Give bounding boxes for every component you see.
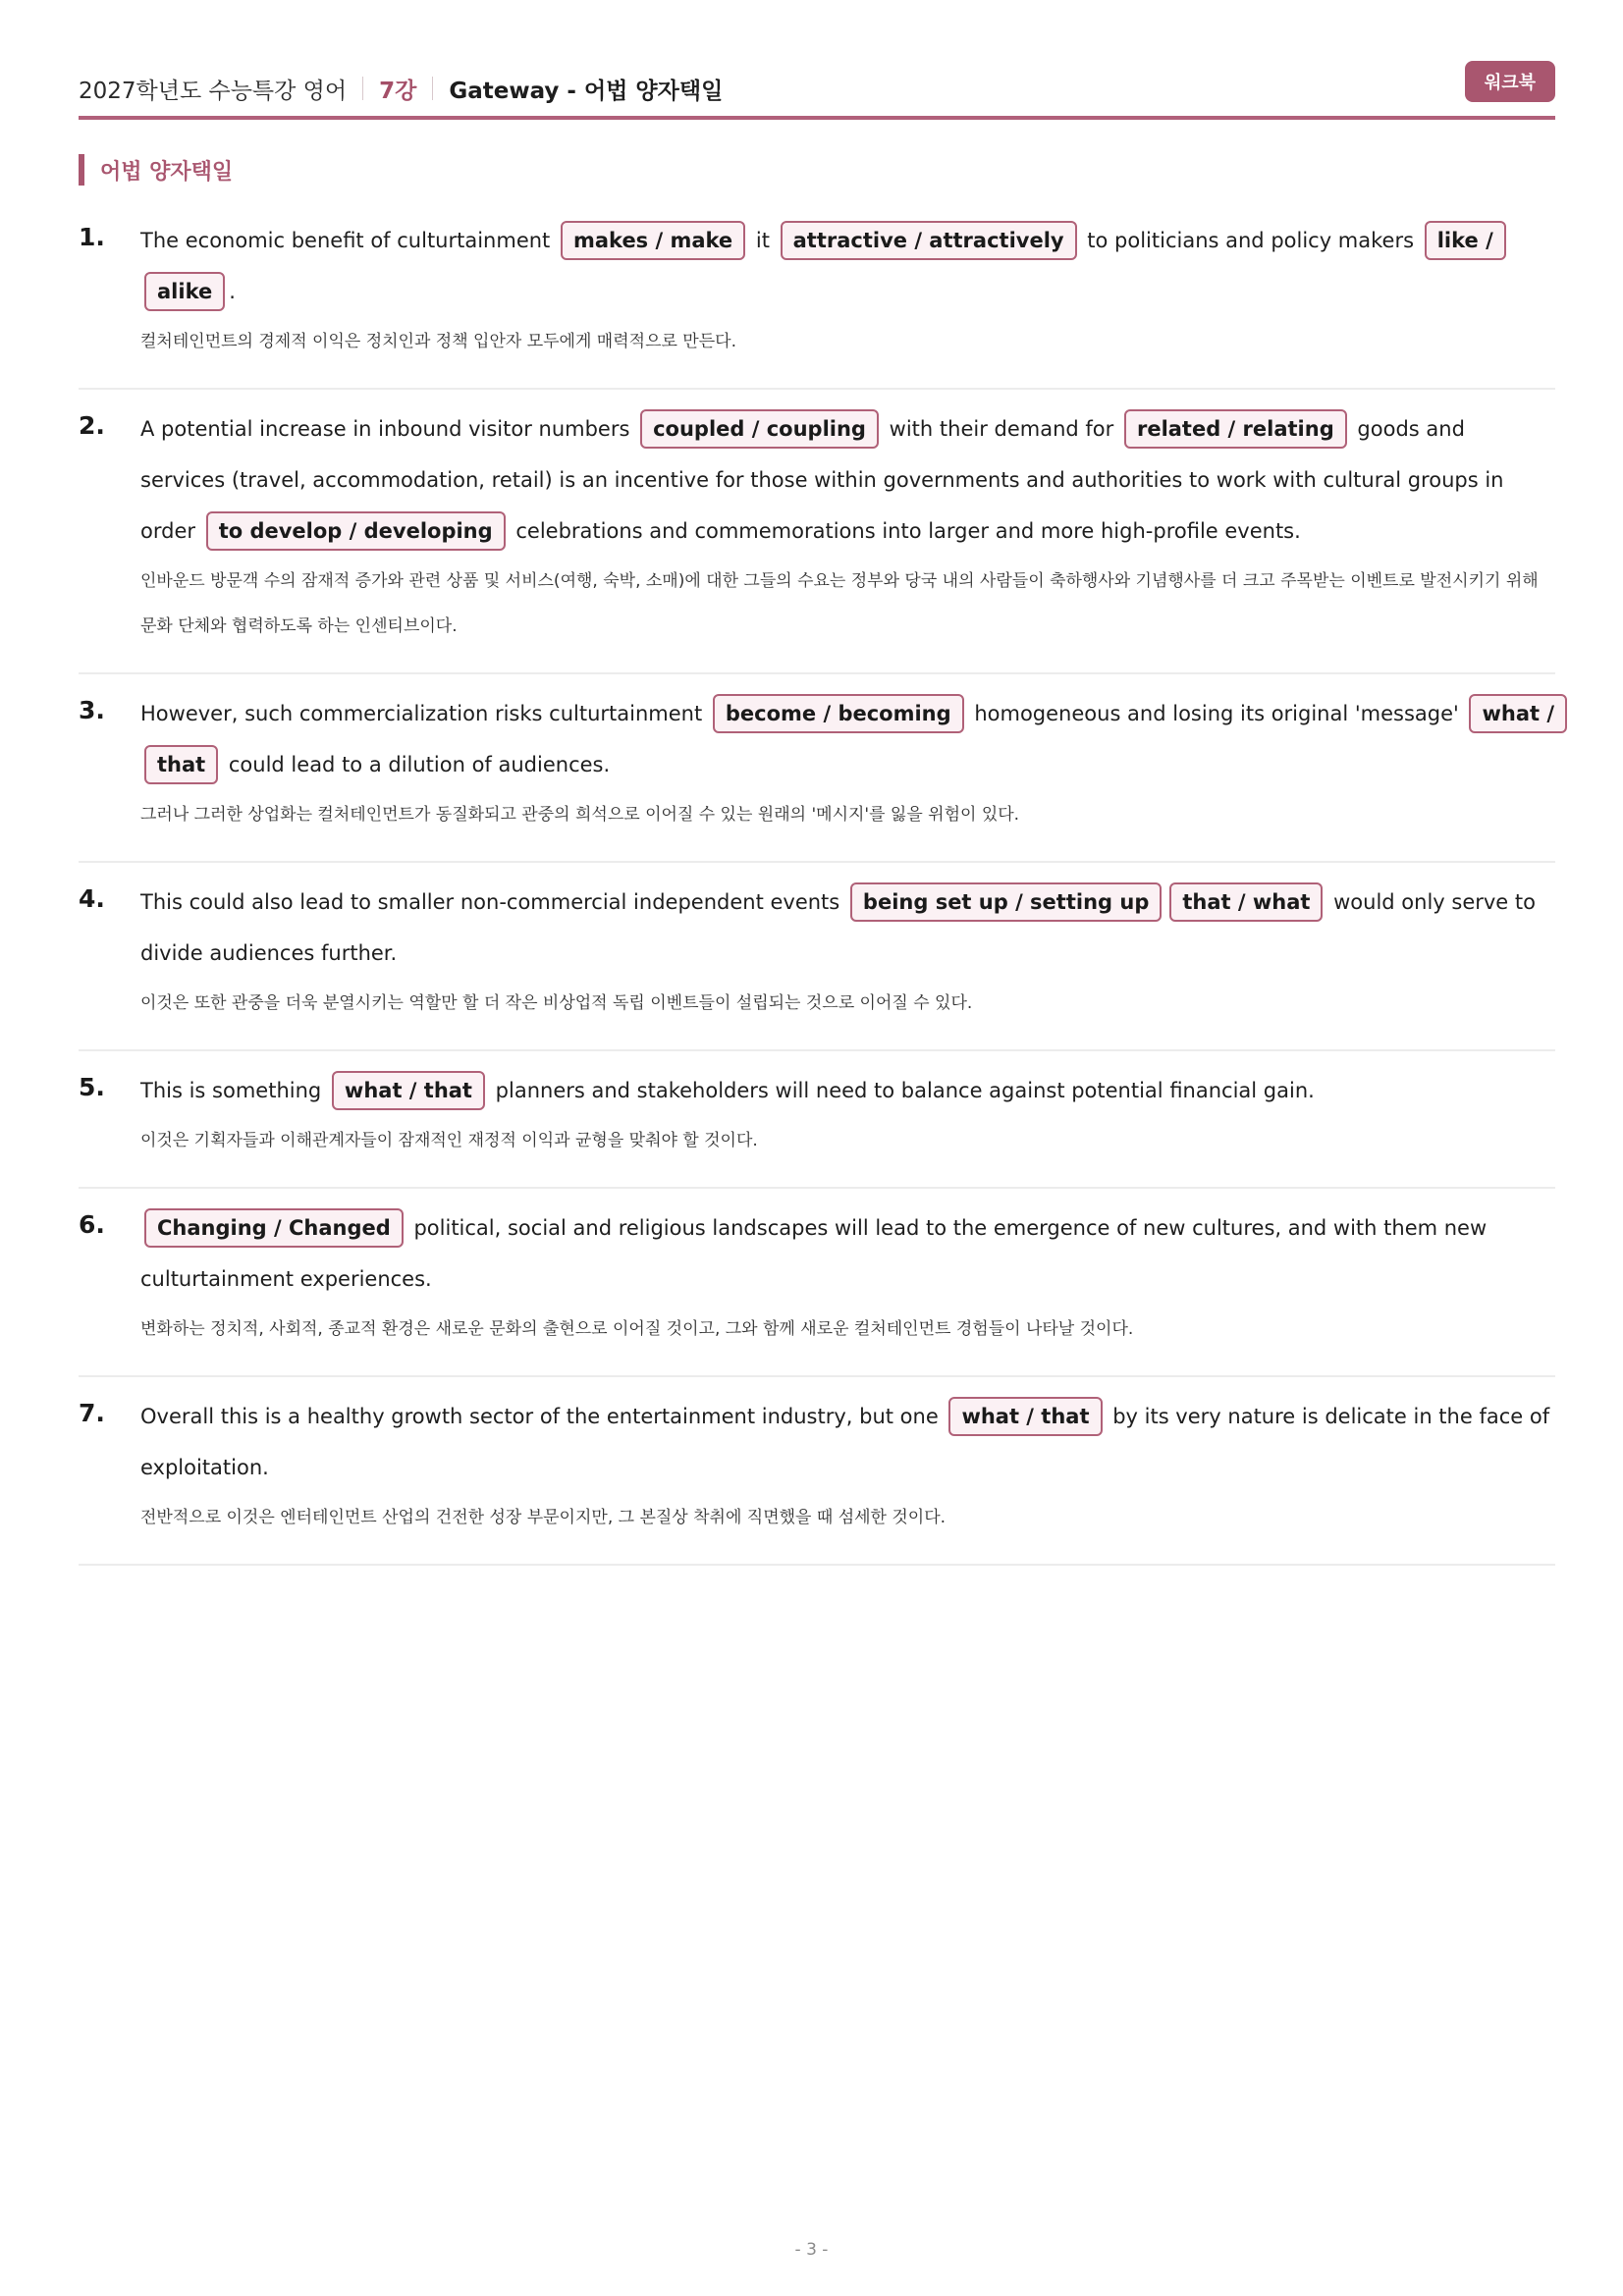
question-sentence <box>140 403 1555 557</box>
sentence-text: political, social and religious landscapes will lead to the emergence of new cultures, and with them new culturtainment experiences. <box>140 1216 1488 1291</box>
korean-translation: 전반적으로 이것은 엔터테인먼트 산업의 건전한 성장 부문이지만, 그 본질상 착취에 직면했을 때 섬세한 것이다. <box>140 1508 947 1527</box>
grammar-choice: like / alike <box>144 221 1506 311</box>
question-item <box>79 674 1555 863</box>
sentence-text: it <box>755 229 770 252</box>
section-title: 어법 양자택일 <box>100 159 234 185</box>
question-sentence <box>140 1391 1555 1493</box>
grammar-choice: related / relating <box>1124 409 1347 449</box>
question-number: 6. <box>79 1210 105 1239</box>
question-item <box>79 863 1555 1051</box>
sentence-text: Overall this is a healthy growth sector of the entertainment industry, but one <box>140 1405 939 1428</box>
sentence-text: celebrations and commemorations into larger and more high-profile events. <box>515 519 1301 543</box>
sentence-text: by its very nature is delicate in the face of exploitation. <box>140 1405 1550 1479</box>
sentence-text: would only serve to divide audiences further. <box>140 890 1536 965</box>
question-number: 4. <box>79 884 105 913</box>
question-number: 1. <box>79 223 105 251</box>
korean-translation: 그러나 그러한 상업화는 컬처테인먼트가 동질화되고 관중의 희석으로 이어질 수 있는 원래의 '메시지'를 잃을 위험이 있다. <box>140 805 1020 825</box>
question-item <box>79 1377 1555 1566</box>
page-number: - 3 - <box>794 2240 829 2260</box>
sentence-text: This could also lead to smaller non-commercial independent events <box>140 890 840 914</box>
question-sentence <box>140 1065 1555 1116</box>
korean-translation: 변화하는 정치적, 사회적, 종교적 환경은 새로운 문화의 출현으로 이어질 것이고, 그와 함께 새로운 컬처테인먼트 경험들이 나타날 것이다. <box>140 1319 1134 1339</box>
question-sentence <box>140 1202 1555 1305</box>
header-rule <box>79 116 1555 120</box>
page-title: Gateway - 어법 양자택일 <box>449 78 724 104</box>
grammar-choice: to develop / developing <box>206 511 506 551</box>
grammar-choice: attractive / attractively <box>781 221 1077 260</box>
grammar-choice: that / what <box>1169 882 1323 922</box>
grammar-choice: being set up / setting up <box>850 882 1162 922</box>
grammar-choice: become / becoming <box>713 694 964 733</box>
sentence-text: to politicians and policy makers <box>1087 229 1415 252</box>
question-number: 7. <box>79 1399 105 1427</box>
korean-translation: 이것은 기획자들과 이해관계자들이 잠재적인 재정적 이익과 균형을 맞춰야 할 것이다. <box>140 1131 758 1150</box>
grammar-choice: what / that <box>332 1071 485 1110</box>
sentence-text: . <box>229 280 236 303</box>
sentence-text: This is something <box>140 1079 322 1102</box>
sentence-text: However, such commercialization risks culturtainment <box>140 702 703 725</box>
question-sentence <box>140 877 1555 979</box>
book-title: 2027학년도 수능특강 영어 <box>79 78 348 104</box>
grammar-choice: Changing / Changed <box>144 1208 404 1248</box>
workbook-badge: 워크북 <box>1465 61 1555 102</box>
page-header <box>79 59 1555 118</box>
grammar-choice: coupled / coupling <box>640 409 879 449</box>
header-divider <box>362 77 363 100</box>
section-heading <box>79 153 233 187</box>
question-number: 2. <box>79 411 105 440</box>
sentence-text: homogeneous and losing its original 'message' <box>974 702 1459 725</box>
sentence-text: with their demand for <box>889 417 1114 441</box>
sentence-text: The economic benefit of culturtainment <box>140 229 551 252</box>
sentence-text: A potential increase in inbound visitor numbers <box>140 417 630 441</box>
question-number: 5. <box>79 1073 105 1101</box>
header-divider <box>432 77 433 100</box>
korean-translation: 인바운드 방문객 수의 잠재적 증가와 관련 상품 및 서비스(여행, 숙박, 소매)에 대한 그들의 수요는 정부와 당국 내의 사람들이 축하행사와 기념행사를 더 크고 주목받는 이벤트로 발전시키기 위해 문화 단체와 협력하도록 하는 인센티브이다. <box>140 571 1539 636</box>
question-list <box>79 201 1555 1566</box>
korean-translation: 이것은 또한 관중을 더욱 분열시키는 역할만 할 더 작은 비상업적 독립 이벤트들이 설립되는 것으로 이어질 수 있다. <box>140 993 973 1013</box>
unit-label: 7강 <box>379 78 417 104</box>
grammar-choice: makes / make <box>561 221 745 260</box>
grammar-choice: what / that <box>948 1397 1102 1436</box>
sentence-text: planners and stakeholders will need to balance against potential financial gain. <box>495 1079 1315 1102</box>
section-marker <box>79 154 84 186</box>
question-item <box>79 1051 1555 1189</box>
question-item <box>79 201 1555 390</box>
sentence-text: could lead to a dilution of audiences. <box>228 753 611 776</box>
question-item <box>79 1189 1555 1377</box>
question-sentence <box>140 215 1555 317</box>
sentence-text: goods and services (travel, accommodation, retail) is an incentive for those within governments and authorities to work with cultural groups in order <box>140 417 1504 543</box>
grammar-choice: what / that <box>144 694 1567 784</box>
korean-translation: 컬처테인먼트의 경제적 이익은 정치인과 정책 입안자 모두에게 매력적으로 만든다. <box>140 332 736 351</box>
question-sentence <box>140 688 1555 790</box>
question-item <box>79 390 1555 674</box>
question-number: 3. <box>79 696 105 724</box>
